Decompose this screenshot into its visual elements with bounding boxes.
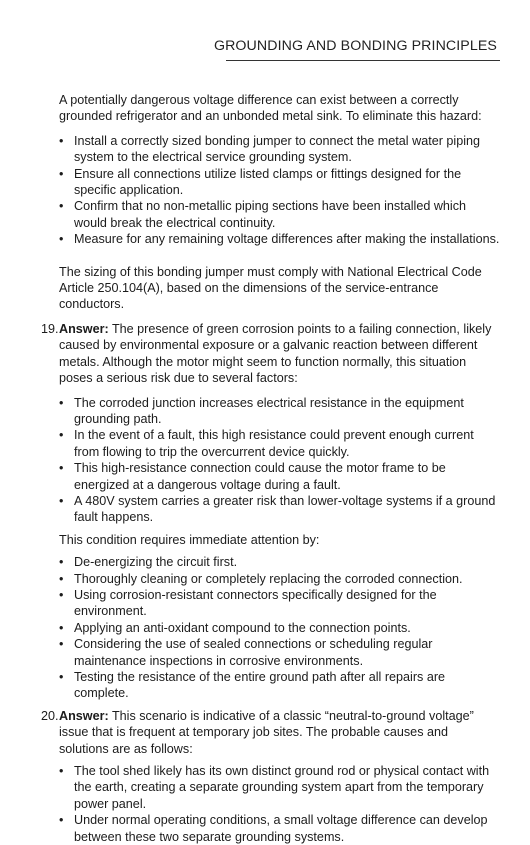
intro-bullet-list — [41, 133, 500, 248]
answer-19 — [41, 321, 500, 387]
list-item: • Under normal operating conditions, a small voltage difference can develop between these two separate grounding systems. — [41, 812, 500, 845]
action-bullet-list — [41, 554, 500, 702]
answer-20 — [41, 708, 500, 757]
list-item: • A 480V system carries a greater risk than lower-voltage systems if a ground fault happens. — [41, 493, 500, 526]
list-item: • Considering the use of sealed connections or scheduling regular maintenance inspections in corrosive environments. — [41, 636, 500, 669]
list-item: • Ensure all connections utilize listed clamps or fittings designed for the specific application. — [41, 166, 500, 199]
answer-label: Answer: — [59, 321, 109, 336]
list-item: • The corroded junction increases electrical resistance in the equipment grounding path. — [41, 395, 500, 428]
list-item: • Measure for any remaining voltage differences after making the installations. — [41, 231, 500, 247]
list-item: • In the event of a fault, this high resistance could prevent enough current from flowing to trip the overcurrent device quickly. — [41, 427, 500, 460]
list-item: • Thoroughly cleaning or completely replacing the corroded connection. — [41, 571, 500, 587]
header-rule — [226, 60, 500, 61]
intro-paragraph: A potentially dangerous voltage difference can exist between a correctly grounded refrigerator and an unbonded metal sink. To eliminate this hazard: — [59, 93, 482, 124]
question-number: 20. — [41, 708, 59, 723]
list-item: • Using corrosion-resistant connectors specifically designed for the environment. — [41, 587, 500, 620]
page-content — [41, 92, 500, 845]
list-item: • The tool shed likely has its own distinct ground rod or physical contact with the earth, creating a separate grounding system apart from the temporary power panel. — [41, 763, 500, 812]
answer-text: The presence of green corrosion points to a failing connection, likely caused by environmental exposure or a galvanic reaction between different metals. Although the motor might seem to function normally, this situation poses a serious risk due to several factors: — [59, 321, 492, 386]
page-header-title: GROUNDING AND BONDING PRINCIPLES — [213, 38, 497, 54]
intro-closing-paragraph: The sizing of this bonding jumper must comply with National Electrical Code Article 250.104(A), based on the dimensions of the service-entrance conductors. — [59, 264, 482, 312]
list-item: • Confirm that no non-metallic piping sections have been installed which would break the electrical continuity. — [41, 198, 500, 231]
question-number: 19. — [41, 321, 59, 336]
risk-bullet-list — [41, 395, 500, 526]
list-item: • This high-resistance connection could cause the motor frame to be energized at a dangerous voltage during a fault. — [41, 460, 500, 493]
answer-text: This scenario is indicative of a classic “neutral-to-ground voltage” issue that is frequent at temporary job sites. The probable causes and solutions are as follows: — [59, 708, 474, 756]
list-item: • Applying an anti-oxidant compound to the connection points. — [41, 620, 500, 636]
list-item: • De-energizing the circuit first. — [41, 554, 500, 570]
list-item: • Testing the resistance of the entire ground path after all repairs are complete. — [41, 669, 500, 702]
action-intro: This condition requires immediate attention by: — [59, 532, 320, 547]
answer-label: Answer: — [59, 708, 109, 723]
list-item: • Install a correctly sized bonding jumper to connect the metal water piping system to the electrical service grounding system. — [41, 133, 500, 166]
cause-bullet-list — [41, 763, 500, 845]
